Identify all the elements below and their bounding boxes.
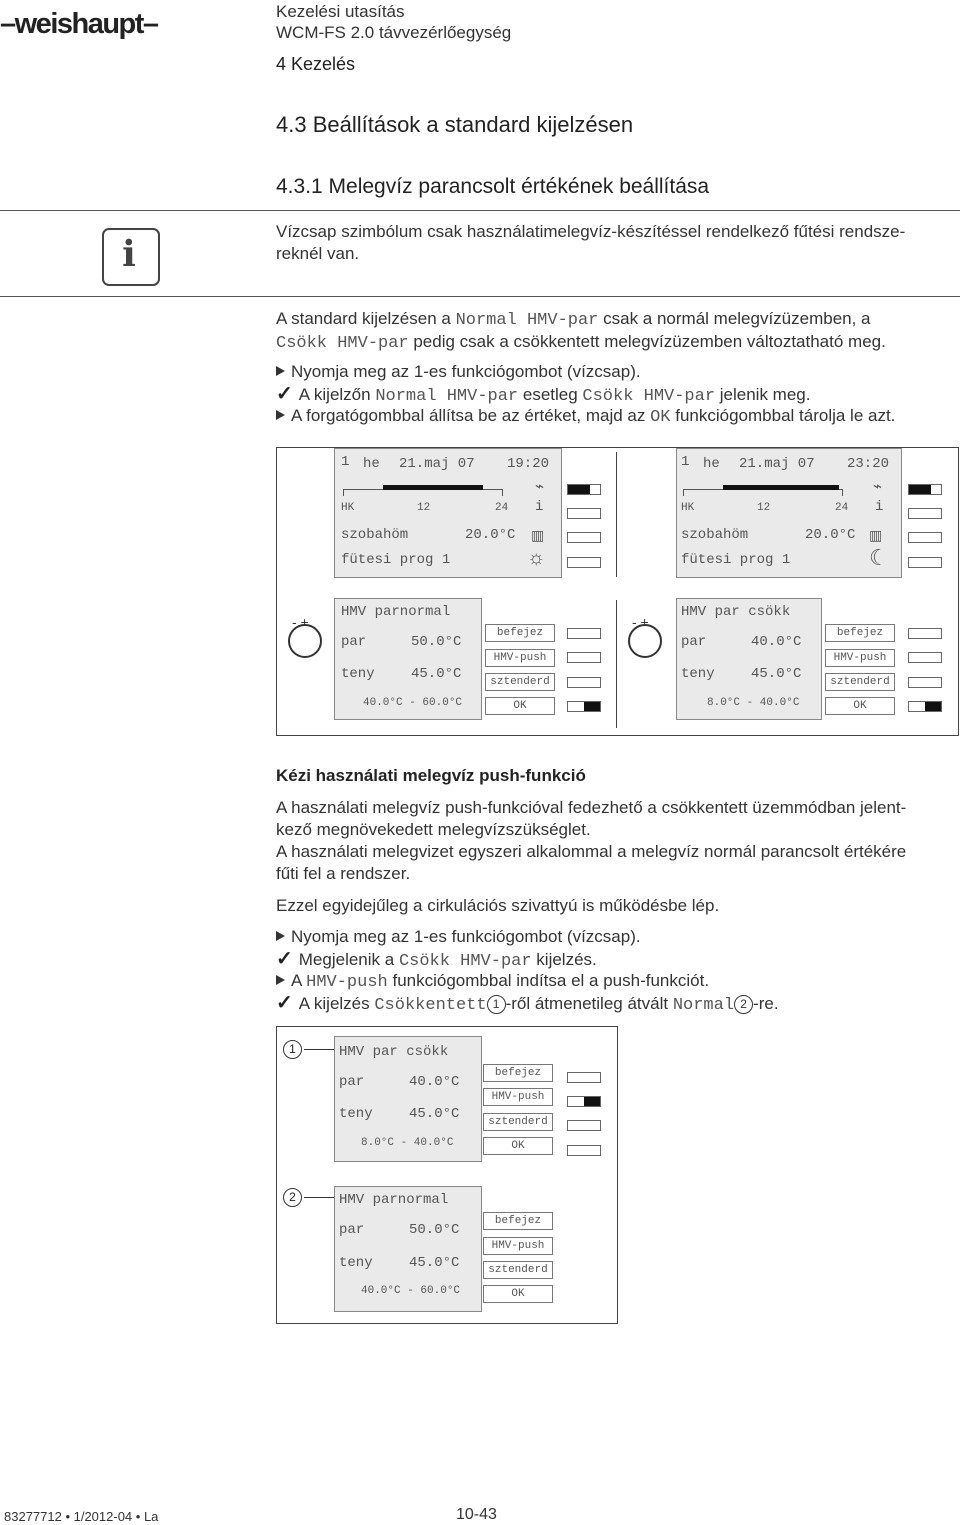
function-button-3[interactable]: [908, 532, 942, 543]
marker-1: 1: [283, 1040, 302, 1059]
step-2: ✓ A kijelzőn Normal HMV-par esetleg Csökk HMV-par jelenik meg.: [276, 383, 811, 406]
push-text-1: A használati melegvíz push-funkcióval fedezhető a csökkentett üzemmódban jelent-: [276, 798, 907, 817]
softkey-sztenderd[interactable]: sztenderd: [825, 673, 895, 691]
softkey-befejez[interactable]: befejez: [483, 1064, 553, 1082]
hmv-display-reduced: HMV par csökk par 40.0°C teny 45.0°C 8.0°C - 40.0°C: [676, 598, 822, 720]
divider: [616, 600, 617, 728]
step-1: Nyomja meg az 1-es funkciógombot (vízcsap).: [276, 361, 641, 383]
function-button-1[interactable]: [567, 484, 601, 495]
minus-plus-icon: - +: [292, 614, 309, 630]
function-button-1[interactable]: [567, 628, 601, 639]
softkey-befejez[interactable]: befejez: [825, 624, 895, 642]
check-icon: ✓: [276, 992, 293, 1014]
intro-line-1: A standard kijelzésen a Normal HMV-par csak a normál melegvízüzemben, a: [276, 309, 871, 330]
weishaupt-logo: –weishaupt–: [0, 8, 158, 40]
device-name: WCM-FS 2.0 távvezérlőegység: [276, 23, 512, 42]
faucet-icon: ⌁: [535, 478, 545, 495]
arrow-icon: [276, 975, 285, 985]
function-button-1[interactable]: [908, 484, 942, 495]
softkey-ok[interactable]: OK: [825, 697, 895, 715]
softkey-befejez[interactable]: befejez: [485, 624, 555, 642]
divider: [0, 210, 960, 211]
softkey-sztenderd[interactable]: sztenderd: [483, 1113, 553, 1131]
arrow-icon: [276, 366, 285, 376]
subsection-title: 4.3.1 Melegvíz parancsolt értékének beállítása: [276, 175, 710, 198]
function-button-4[interactable]: [908, 701, 942, 712]
softkey-ok[interactable]: OK: [483, 1137, 553, 1155]
check-icon: ✓: [276, 383, 293, 405]
softkey-sztenderd[interactable]: sztenderd: [485, 673, 555, 691]
arrow-icon: [276, 931, 285, 941]
info-text-2: reknél van.: [276, 244, 360, 263]
function-button-3[interactable]: [567, 677, 601, 688]
push-step-1: Nyomja meg az 1-es funkciógombot (vízcsap).: [276, 926, 641, 948]
push-heading: Kézi használati melegvíz push-funkció: [276, 766, 586, 785]
push-display-reduced: HMV par csökk par 40.0°C teny 45.0°C 8.0°C - 40.0°C: [334, 1036, 482, 1162]
function-button-2[interactable]: [567, 652, 601, 663]
push-step-2: ✓ Megjelenik a Csökk HMV-par kijelzés.: [276, 948, 597, 971]
push-text-4: fűti fel a rendszer.: [276, 864, 411, 883]
info-text-1: Vízcsap szimbólum csak használatimelegvíz-készítéssel rendelkező fűtési rendsze-: [276, 222, 906, 241]
intro-line-2: Csökk HMV-par pedig csak a csökkentett melegvízüzemben változtatható meg.: [276, 332, 886, 353]
function-button-3[interactable]: [908, 677, 942, 688]
softkey-hmv-push[interactable]: HMV-push: [825, 649, 895, 667]
moon-icon: ☾: [869, 545, 889, 570]
leader-line: [304, 1197, 336, 1198]
document-number: 83277712 • 1/2012-04 • La: [4, 1509, 159, 1524]
push-text-5: Ezzel egyidejűleg a cirkulációs szivattyú is működésbe lép.: [276, 896, 720, 915]
softkey-hmv-push[interactable]: HMV-push: [483, 1237, 553, 1255]
step-3: A forgatógombbal állítsa be az értéket, majd az OK funkciógombbal tárolja le azt.: [276, 405, 895, 429]
function-button-3[interactable]: [567, 532, 601, 543]
push-text-2: kező megnövekedett melegvízszükséglet.: [276, 820, 591, 839]
push-display-normal: HMV parnormal par 50.0°C teny 45.0°C 40.0°C - 60.0°C: [334, 1186, 482, 1312]
leader-line: [304, 1049, 336, 1050]
page-number: 10-43: [456, 1506, 497, 1523]
softkey-hmv-push[interactable]: HMV-push: [485, 649, 555, 667]
arrow-icon: [276, 410, 285, 420]
softkey-hmv-push[interactable]: HMV-push: [483, 1088, 553, 1106]
softkey-ok[interactable]: OK: [483, 1285, 553, 1303]
info-icon: ℹ: [122, 234, 136, 275]
standard-display-day: 1 he 21.maj 07 19:20 ⌁ HK 12 24 i szobahöm 20.0°C ▥ fütesi prog 1 ☼: [334, 448, 562, 578]
standard-display-night: 1 he 21.maj 07 23:20 ⌁ HK 12 24 i szobahöm 20.0°C ▥ fütesi prog 1 ☾: [676, 448, 902, 578]
softkey-sztenderd[interactable]: sztenderd: [483, 1261, 553, 1279]
marker-2: 2: [283, 1188, 302, 1207]
function-button-4[interactable]: [908, 557, 942, 568]
minus-plus-icon: - +: [632, 614, 649, 630]
function-button-4[interactable]: [567, 1145, 601, 1156]
softkey-befejez[interactable]: befejez: [483, 1212, 553, 1230]
radiator-icon: ▥: [531, 527, 545, 543]
softkey-ok[interactable]: OK: [485, 697, 555, 715]
function-button-2[interactable]: [567, 1096, 601, 1107]
doc-type: Kezelési utasítás: [276, 2, 405, 21]
function-button-2[interactable]: [908, 652, 942, 663]
divider: [0, 296, 960, 297]
function-button-1[interactable]: [908, 628, 942, 639]
function-button-4[interactable]: [567, 557, 601, 568]
sun-icon: ☼: [527, 547, 546, 569]
push-step-3: A HMV-push funkciógombbal indítsa el a push-funkciót.: [276, 970, 709, 994]
function-button-4[interactable]: [567, 701, 601, 712]
faucet-icon: ⌁: [873, 478, 883, 495]
check-icon: ✓: [276, 948, 293, 970]
divider: [616, 452, 617, 577]
section-title: 4.3 Beállítások a standard kijelzésen: [276, 112, 634, 137]
function-button-3[interactable]: [567, 1120, 601, 1131]
function-button-2[interactable]: [567, 508, 601, 519]
chapter-title: 4 Kezelés: [276, 54, 356, 74]
push-text-3: A használati melegvizet egyszeri alkalommal a melegvíz normál parancsolt értékére: [276, 842, 907, 861]
radiator-icon: ▥: [869, 527, 883, 543]
function-button-2[interactable]: [908, 508, 942, 519]
push-step-4: ✓ A kijelzés Csökkentett 1 -ről átmenetileg átvált Normal 2 -re.: [276, 992, 779, 1015]
function-button-1[interactable]: [567, 1072, 601, 1083]
hmv-display-normal: HMV parnormal par 50.0°C teny 45.0°C 40.0°C - 60.0°C: [334, 598, 482, 720]
